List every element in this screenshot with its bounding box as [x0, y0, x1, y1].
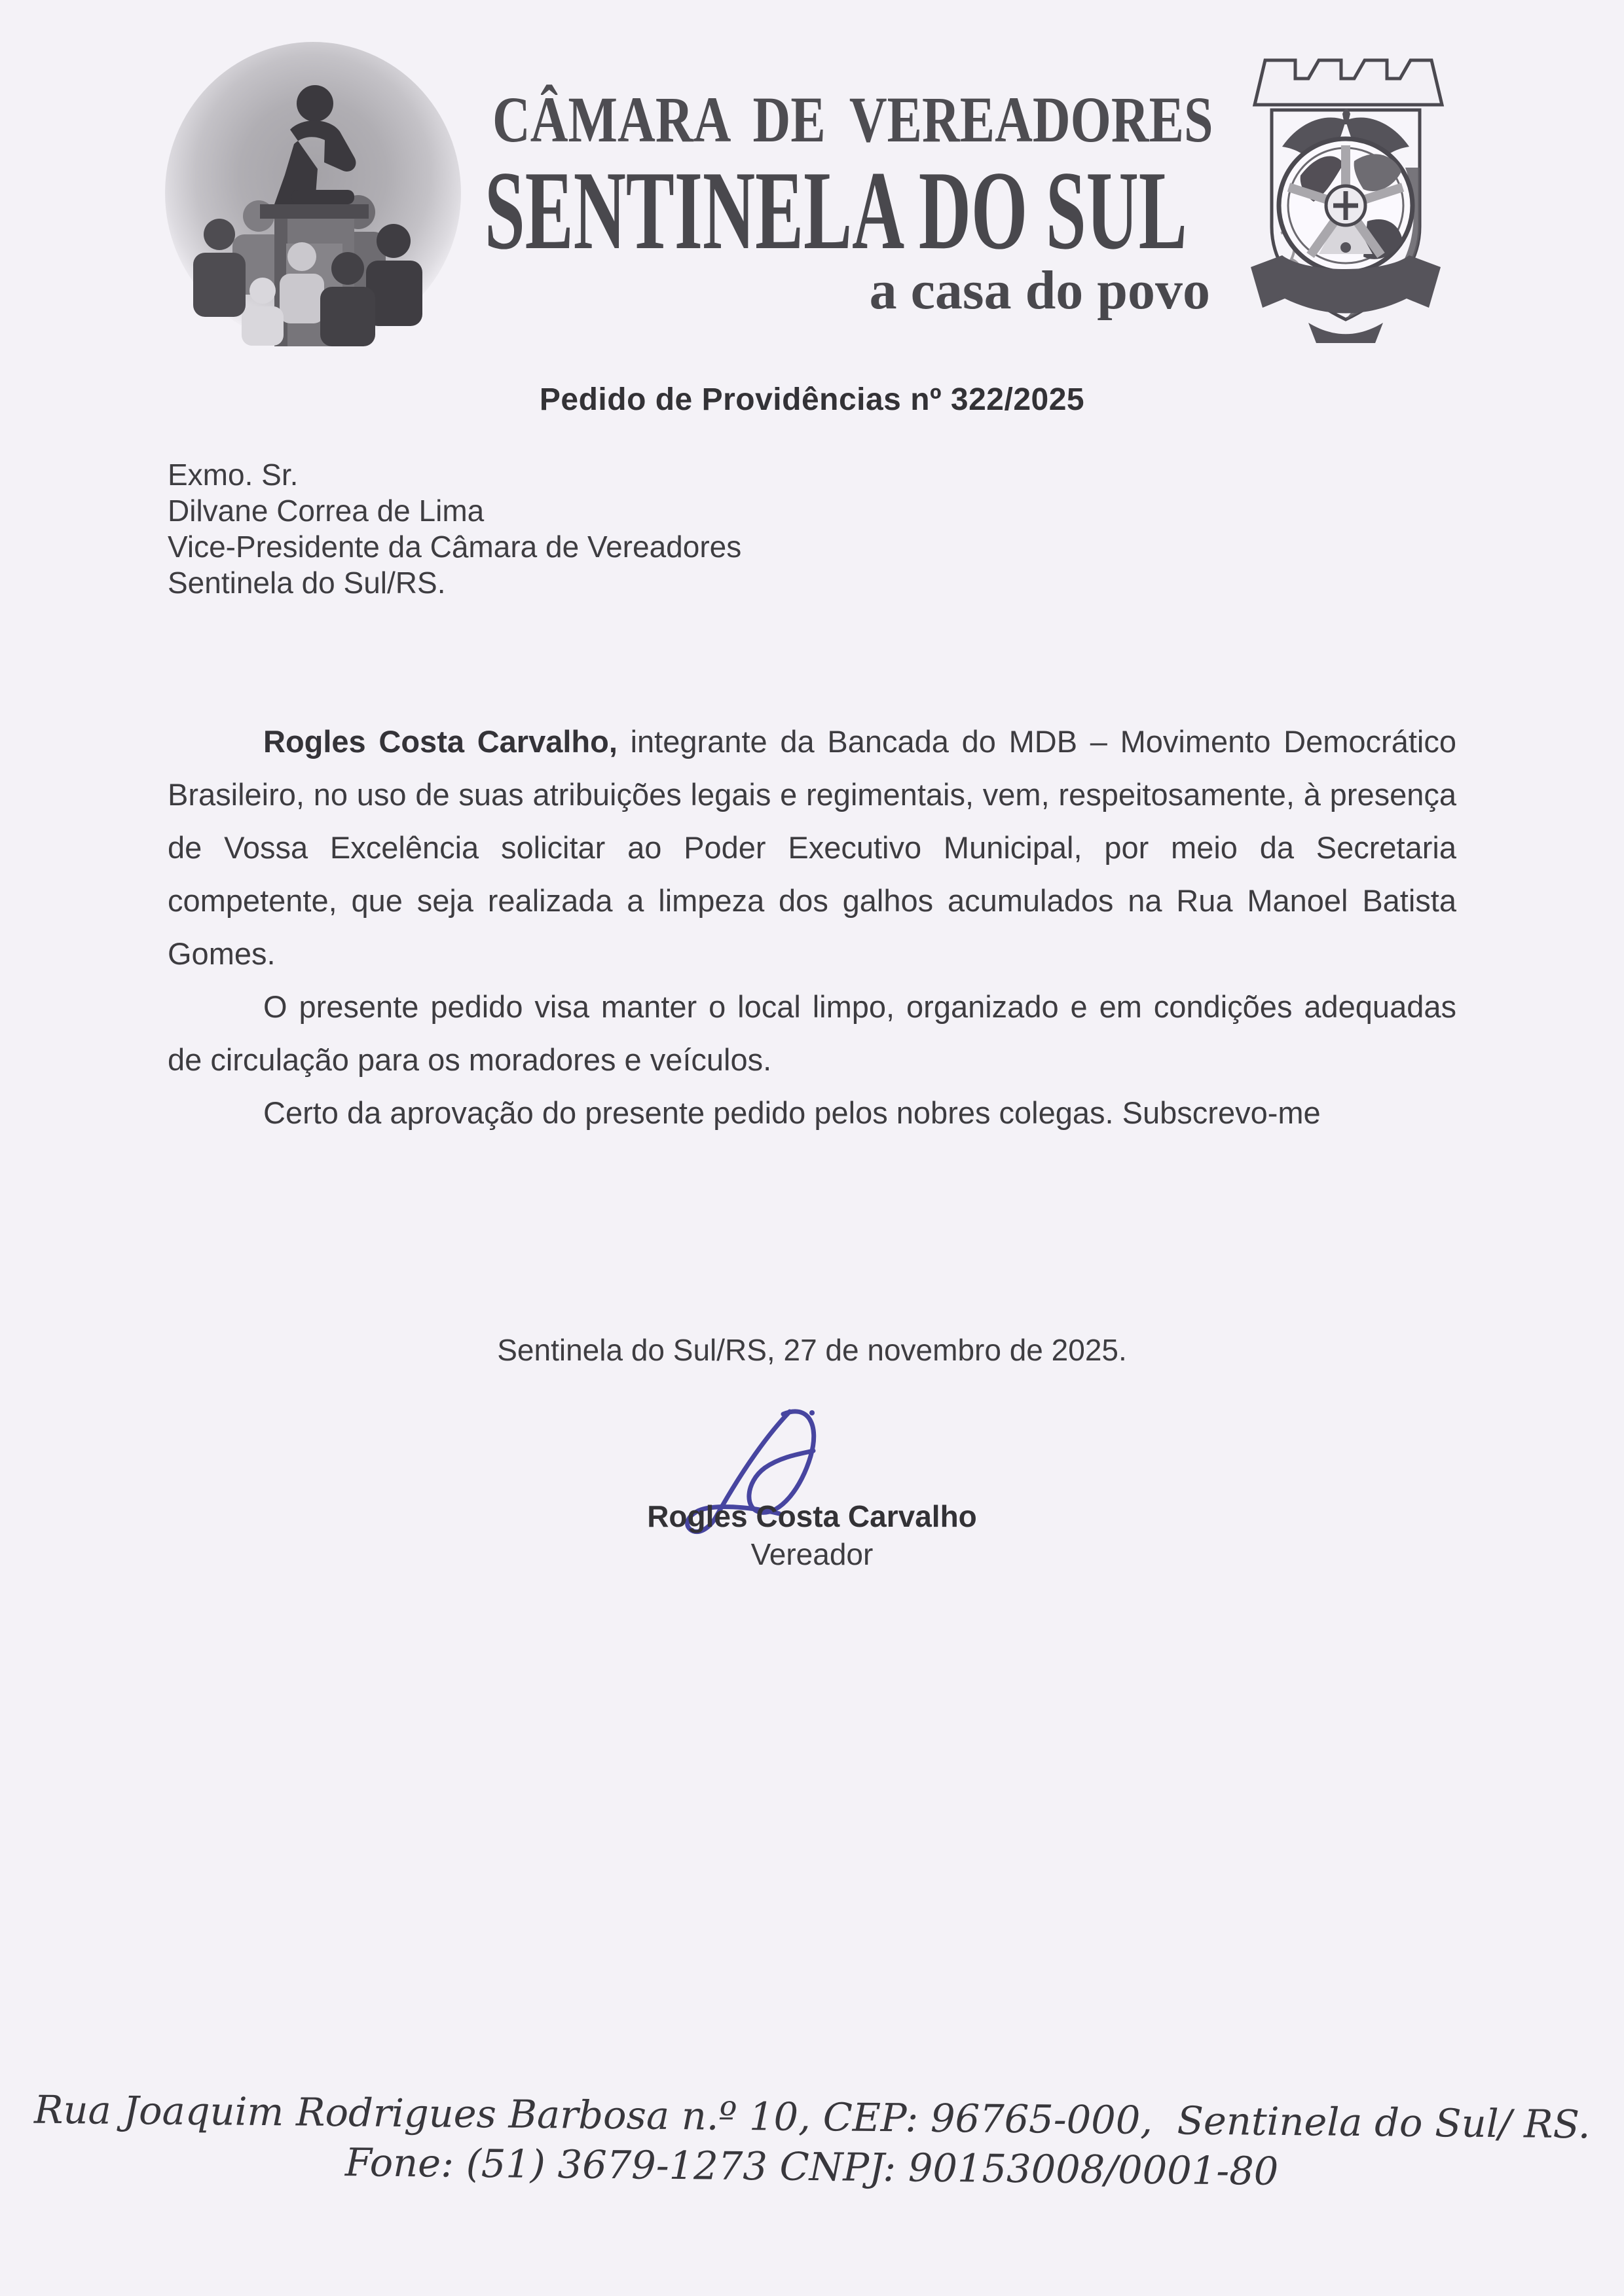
author-name-lead: Rogles Costa Carvalho, — [263, 724, 618, 759]
footer-address: Rua Joaquim Rodrigues Barbosa n.º 10, CEP: 96765-000, Sentinela do Sul/ RS. — [33, 2086, 1591, 2147]
signer-name: Rogles Costa Carvalho — [647, 1499, 977, 1533]
coat-of-arms — [1235, 37, 1456, 346]
council-logo — [163, 41, 463, 346]
document-title: Pedido de Providências nº 322/2025 — [539, 382, 1085, 417]
org-name-line1: CÂMARA DE VEREADORES — [492, 83, 1213, 156]
letterhead-footer — [0, 2085, 1624, 2200]
recipient-city: Sentinela do Sul/RS. — [168, 566, 446, 600]
podium-top — [260, 204, 369, 219]
signer-role: Vereador — [750, 1537, 874, 1571]
letter-body — [168, 715, 1456, 1139]
municipal-coat-of-arms-icon — [1235, 37, 1456, 346]
paragraph-2: O presente pedido visa manter o local limpo, organizado e em condições adequadas de circulação para os moradores e veículos. — [168, 989, 1456, 1077]
org-name-line2: SENTINELA DO SUL — [485, 149, 1187, 273]
paragraph-3: Certo da aprovação do presente pedido pelos nobres colegas. Subscrevo-me — [263, 1095, 1321, 1130]
footer-phone-cnpj: Fone: (51) 3679-1273 CNPJ: 90153008/0001-80 — [344, 2140, 1279, 2194]
council-session-logo-icon — [163, 41, 463, 346]
recipient-salutation: Exmo. Sr. — [168, 458, 299, 492]
recipient-name: Dilvane Correa de Lima — [168, 494, 485, 528]
date-line: Sentinela do Sul/RS, 27 de novembro de 2025. — [497, 1333, 1127, 1367]
org-tagline: a casa do povo — [869, 260, 1210, 321]
recipient-role: Vice-Presidente da Câmara de Vereadores — [168, 530, 742, 564]
paragraph-1-text: integrante da Bancada do MDB – Movimento Democrático Brasileiro, no uso de suas atribuições legais e regimentais, vem, respeitosamente, à presença de Vossa Excelência solicitar ao Poder Executivo Municipal, por meio da Secretaria competente, que seja realizada a limpeza dos galhos acumulados na Rua Manoel Batista Gomes. — [168, 724, 1456, 971]
recipient-block — [168, 457, 741, 601]
paragraph-1 — [168, 715, 1456, 980]
